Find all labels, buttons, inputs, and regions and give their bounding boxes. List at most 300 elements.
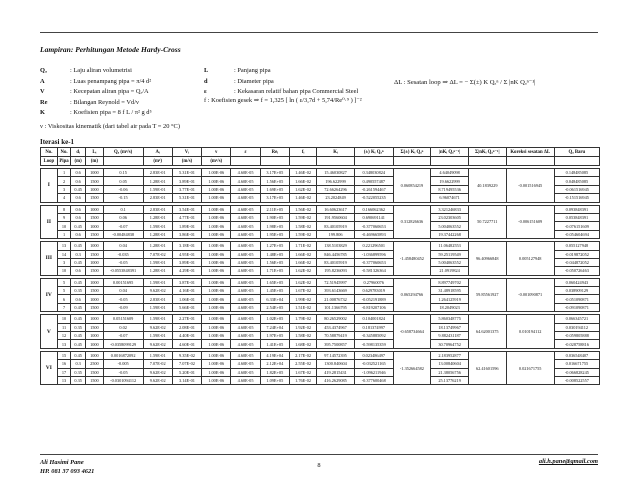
table-cell: 4.60E-05 bbox=[231, 205, 260, 213]
table-cell: 0.038909129 bbox=[554, 287, 599, 295]
table-cell: 3.17E+05 bbox=[260, 169, 289, 177]
table-cell: 4.60E-05 bbox=[231, 267, 260, 275]
sum-kq-cell: 0.060854219 bbox=[393, 169, 431, 203]
table-cell: -0.052191889 bbox=[354, 295, 393, 303]
table-cell: 0.45 bbox=[71, 340, 86, 348]
table-cell: -0.028758816 bbox=[554, 340, 599, 348]
table-cell: 19.37442268 bbox=[431, 230, 469, 238]
column-header: (m) bbox=[85, 157, 103, 166]
table-cell: 1.28E-01 bbox=[143, 267, 172, 275]
table-cell: 1500 bbox=[85, 287, 103, 295]
table-cell: 1.00E-06 bbox=[202, 351, 231, 359]
table-cell: 0.3 bbox=[71, 360, 86, 368]
column-header bbox=[354, 157, 393, 166]
table-cell: 4.95E-01 bbox=[172, 250, 201, 258]
table-cell: 80.26529002 bbox=[317, 315, 355, 323]
table-cell: 1.58E-02 bbox=[290, 222, 317, 230]
table-cell: 19.6622999 bbox=[431, 177, 469, 185]
legend-mid-description: : Panjang pipa bbox=[234, 67, 271, 74]
sum-nkq-cell: 62.41601596 bbox=[468, 351, 506, 385]
table-cell: 11.06482553 bbox=[431, 242, 469, 250]
table-cell: 4.60E-05 bbox=[231, 360, 260, 368]
table-cell: 0.060424943 bbox=[554, 278, 599, 286]
table-cell: 3.77E-01 bbox=[172, 185, 201, 193]
header-row bbox=[41, 148, 600, 157]
table-cell: 1500 bbox=[85, 213, 103, 221]
table-cell: 4.19E+04 bbox=[260, 351, 289, 359]
table-cell: -0.06 bbox=[103, 185, 143, 193]
table-cell: 4.60E-05 bbox=[231, 340, 260, 348]
table-cell: 17 bbox=[57, 368, 71, 376]
table-cell: 4.60E-05 bbox=[231, 258, 260, 266]
table-cell: 16.60623617 bbox=[317, 205, 355, 213]
table-cell: 31.48918595 bbox=[431, 287, 469, 295]
table-cell: 416.2629085 bbox=[317, 376, 355, 384]
table-cell: 0.45 bbox=[71, 242, 86, 250]
table-cell: 1.68E-02 bbox=[290, 340, 317, 348]
author-name: Ali Hasimi Pane bbox=[40, 459, 84, 466]
table-cell: 1.06E-01 bbox=[172, 295, 201, 303]
column-header: Reᵢ bbox=[260, 148, 289, 157]
table-cell: 1.59E-01 bbox=[143, 258, 172, 266]
table-cell: 1.45E+05 bbox=[260, 287, 289, 295]
table-cell: 1.65E+05 bbox=[260, 278, 289, 286]
table-cell: 1.41E+05 bbox=[260, 340, 289, 348]
table-cell: 1.00E-06 bbox=[202, 267, 231, 275]
table-cell: 1500 bbox=[85, 368, 103, 376]
table-cell: 1.67E-02 bbox=[290, 287, 317, 295]
table-cell: 2.83E-01 bbox=[143, 169, 172, 177]
table-cell: 1.02E+05 bbox=[260, 315, 289, 323]
table-cell: 0.05151609 bbox=[103, 315, 143, 323]
table-cell: 1000 bbox=[85, 169, 103, 177]
table-cell: 4.60E-05 bbox=[231, 194, 260, 202]
column-header: Qₐ (m³/s) bbox=[103, 148, 143, 157]
table-cell: 1.00E-06 bbox=[202, 315, 231, 323]
column-header: fᵢ bbox=[290, 148, 317, 157]
legend-mid-description: : Diameter pipa bbox=[234, 77, 274, 85]
legend-left-description: : Laju aliran volumetrisi bbox=[70, 67, 132, 74]
sum-nkq-cell: 40.1839229 bbox=[468, 169, 506, 203]
table-cell: 0.053848391 bbox=[554, 213, 599, 221]
table-cell: 0.221296501 bbox=[354, 242, 393, 250]
legend-left-description: : Luas penampang pipa = π/4 d² bbox=[70, 77, 152, 85]
table-cell: 2.83E-01 bbox=[143, 194, 172, 202]
table-cell: 1000 bbox=[85, 222, 103, 230]
table-cell: -0.091090871 bbox=[554, 303, 599, 311]
table-cell: 1.00E-06 bbox=[202, 278, 231, 286]
correction-cell: 0.010194112 bbox=[506, 315, 554, 349]
table-cell: 1.58E-02 bbox=[290, 332, 317, 340]
loop-label: II bbox=[41, 205, 58, 239]
table-cell: 5.31E-01 bbox=[172, 169, 201, 177]
table-cell: 4.60E-05 bbox=[231, 169, 260, 177]
table-cell: -0.151516945 bbox=[554, 194, 599, 202]
table-cell: 0.04 bbox=[103, 242, 143, 250]
table-cell: -0.05 bbox=[103, 258, 143, 266]
table-cell: 1.59E-01 bbox=[143, 278, 172, 286]
author-phone: HP. 081 37 093 4621 bbox=[40, 468, 95, 475]
table-cell: 1.27E+05 bbox=[260, 242, 289, 250]
table-cell: 1 bbox=[57, 169, 71, 177]
table-cell: 3.86E-01 bbox=[172, 230, 201, 238]
table-cell: 1.69E+05 bbox=[260, 185, 289, 193]
table-cell: -0.054604694 bbox=[554, 230, 599, 238]
correction-cell: 0.005127948 bbox=[506, 242, 554, 276]
legend-left-symbol: A bbox=[40, 77, 45, 85]
table-cell: 5.31E-01 bbox=[172, 194, 201, 202]
table-cell: 0.048485085 bbox=[554, 177, 599, 185]
table-cell: 3 bbox=[57, 258, 71, 266]
column-header: Vᵢ bbox=[172, 148, 201, 157]
table-cell: 4.60E-05 bbox=[231, 287, 260, 295]
table-cell: 4.60E-05 bbox=[231, 242, 260, 250]
sum-nkq-cell: 96.40966848 bbox=[468, 242, 506, 276]
table-cell: -0.008522557 bbox=[554, 376, 599, 384]
table-cell: 1.00E-06 bbox=[202, 177, 231, 185]
legend-left-description: : Koefisien pipa = 8 f L / π² g d⁵ bbox=[70, 109, 152, 116]
table-cell: 0.690691141 bbox=[354, 213, 393, 221]
table-cell: 191.9560604 bbox=[317, 213, 355, 221]
legend-left-symbol: K bbox=[40, 109, 45, 116]
table-cell: 13 bbox=[57, 376, 71, 384]
table-cell: 0.35 bbox=[71, 376, 86, 384]
table-cell: 2.183952877 bbox=[431, 351, 469, 359]
column-header bbox=[506, 157, 554, 166]
table-cell: -0.07 bbox=[103, 222, 143, 230]
legend-left-item bbox=[40, 77, 152, 88]
table-cell: 1.00E-06 bbox=[202, 213, 231, 221]
table-cell: 1.09E+05 bbox=[260, 376, 289, 384]
table-cell: 199.806 bbox=[317, 230, 355, 238]
table-cell: -0.819207106 bbox=[354, 303, 393, 311]
table-cell: 0.6 bbox=[71, 194, 86, 202]
column-header: (m²) bbox=[143, 157, 172, 166]
column-header bbox=[468, 157, 506, 166]
table-cell: 0.00151695 bbox=[103, 278, 143, 286]
table-cell: 1.264125919 bbox=[431, 295, 469, 303]
table-cell: -0.345885092 bbox=[354, 332, 393, 340]
table-cell: 0.6 bbox=[71, 230, 86, 238]
table-cell: 1000 bbox=[85, 185, 103, 193]
column-header: Σ(±) Kᵢ Qₐⁿ bbox=[393, 148, 431, 157]
table-cell: 12 bbox=[57, 332, 71, 340]
table-cell: 7.24E+04 bbox=[260, 323, 289, 331]
table-cell: 1.82E+05 bbox=[260, 368, 289, 376]
table-cell: 1.00E-06 bbox=[202, 360, 231, 368]
table-cell: -0.05 bbox=[103, 295, 143, 303]
table-cell: 4.77E-01 bbox=[172, 213, 201, 221]
table-cell: 4.60E-05 bbox=[231, 213, 260, 221]
table-cell: 2.55E-02 bbox=[290, 360, 317, 368]
table-cell: 1.00E-06 bbox=[202, 222, 231, 230]
legend-middle bbox=[204, 66, 358, 98]
column-header: (m) bbox=[71, 157, 86, 166]
table-cell: 2.12E+04 bbox=[260, 360, 289, 368]
table-cell: 21.00876732 bbox=[317, 295, 355, 303]
column-header: No. bbox=[57, 148, 71, 157]
loop-label: I bbox=[41, 169, 58, 203]
table-cell: 1.62E-02 bbox=[290, 185, 317, 193]
table-cell: 5 bbox=[57, 287, 71, 295]
table-cell: 5.66E-01 bbox=[172, 303, 201, 311]
table-cell: 1500 bbox=[85, 376, 103, 384]
column-header: ν bbox=[202, 148, 231, 157]
sum-kq-cell: -1.458480452 bbox=[393, 242, 431, 276]
table-cell: 15 bbox=[57, 351, 71, 359]
table-cell: 1000 bbox=[85, 258, 103, 266]
table-cell: 1.00E-06 bbox=[202, 295, 231, 303]
legend-viscosity: ν : Viskositas kinematik (dari tabel air pada T = 20 °C) bbox=[40, 123, 180, 130]
sum-kq-cell: 0.312826636 bbox=[393, 205, 431, 239]
page-title: Lampiran: Perhitungan Metode Hardy-Cross bbox=[40, 45, 181, 54]
loop-label: V bbox=[41, 315, 58, 349]
legend-left-description: : Kecepatan aliran pipa = Qₐ/A bbox=[70, 88, 149, 95]
table-cell: 0.06 bbox=[103, 213, 143, 221]
table-cell: 1000 bbox=[85, 315, 103, 323]
table-cell: 1000 bbox=[85, 242, 103, 250]
table-cell: 14 bbox=[57, 250, 71, 258]
table-cell: 4.60E-05 bbox=[231, 315, 260, 323]
table-cell: 4.60E-05 bbox=[231, 295, 260, 303]
table-cell: 0.45 bbox=[71, 278, 86, 286]
table-cell: 0.6 bbox=[71, 267, 86, 275]
legend-left bbox=[40, 66, 152, 119]
column-header: Loop bbox=[41, 157, 58, 166]
column-header: Kᵢ bbox=[317, 148, 355, 157]
table-cell: 5.004063552 bbox=[431, 222, 469, 230]
table-cell: 13 bbox=[57, 340, 71, 348]
table-cell: 9.35E-02 bbox=[172, 351, 201, 359]
table-cell: 1.99E-02 bbox=[290, 295, 317, 303]
table-cell: 0.348030824 bbox=[354, 169, 393, 177]
table-cell: 4.60E-05 bbox=[231, 185, 260, 193]
table-cell: -0.0301094112 bbox=[103, 376, 143, 384]
table-cell: 1500 bbox=[85, 250, 103, 258]
table-cell: 3.321246833 bbox=[431, 205, 469, 213]
table-cell: 1.46E-02 bbox=[290, 169, 317, 177]
table-cell: 1.56E+05 bbox=[260, 177, 289, 185]
legend-mid-description: : Kekasaran relatif bahan pipa Commercial Steel bbox=[234, 88, 359, 95]
column-header: (m/s) bbox=[172, 157, 201, 166]
column-header bbox=[260, 157, 289, 166]
table-cell: 97.14572395 bbox=[317, 351, 355, 359]
table-cell: 453.4374967 bbox=[317, 323, 355, 331]
table-cell: -0.066828245 bbox=[554, 368, 599, 376]
table-cell: 7.07E-02 bbox=[143, 250, 172, 258]
legend-mid-symbol: d bbox=[204, 77, 208, 85]
table-cell: 9.62E-02 bbox=[143, 340, 172, 348]
table-cell: 5.004063552 bbox=[431, 258, 469, 266]
table-cell: 0.166062362 bbox=[354, 205, 393, 213]
table-cell: -0.051090871 bbox=[554, 295, 599, 303]
table-cell: -0.032521165 bbox=[354, 360, 393, 368]
table-cell: 10 bbox=[57, 315, 71, 323]
table-cell: 0.6 bbox=[71, 177, 86, 185]
table-cell: 1.00E-06 bbox=[202, 250, 231, 258]
table-cell: 0.04 bbox=[103, 287, 143, 295]
column-header bbox=[103, 157, 143, 166]
table-cell: 1.66E-02 bbox=[290, 250, 317, 258]
table-cell: 1000 bbox=[85, 278, 103, 286]
table-cell: 138.5103829 bbox=[317, 242, 355, 250]
table-cell: 1.00E-06 bbox=[202, 376, 231, 384]
table-cell: 2.17E-02 bbox=[290, 351, 317, 359]
table-cell: 10 bbox=[57, 222, 71, 230]
legend-mid-symbol: L bbox=[204, 67, 209, 74]
table-cell: 5.860348775 bbox=[431, 315, 469, 323]
table-cell: 6.96074671 bbox=[431, 194, 469, 202]
table-cell: 0.6 bbox=[71, 169, 86, 177]
table-cell: 0.148485085 bbox=[554, 169, 599, 177]
table-cell: 4.40E-01 bbox=[172, 332, 201, 340]
table-row bbox=[41, 205, 600, 213]
sum-nkq-cell: 50.7227711 bbox=[468, 205, 506, 239]
table-cell: 4.60E-05 bbox=[231, 368, 260, 376]
table-cell: 5 bbox=[57, 278, 71, 286]
table-cell: 6 bbox=[57, 295, 71, 303]
table-cell: 1000 bbox=[85, 205, 103, 213]
table-cell: 4.29E-01 bbox=[172, 267, 201, 275]
table-cell: 18.2049023 bbox=[431, 303, 469, 311]
legend-loop-correction: ΔL : Sesatan loop ⇒ ΔL = − Σ(±) K Qₐⁿ / Σ |nK Qₐⁿ⁻¹| bbox=[394, 79, 536, 86]
sum-nkq-cell: 59.85561927 bbox=[468, 278, 506, 312]
table-cell: 4.60E-01 bbox=[172, 340, 201, 348]
table-cell: 2.83E-01 bbox=[143, 295, 172, 303]
table-cell: 1.66E-02 bbox=[290, 258, 317, 266]
table-cell: 0.35 bbox=[71, 323, 86, 331]
table-cell: 1.98E+05 bbox=[260, 222, 289, 230]
table-cell: 1.00E-06 bbox=[202, 185, 231, 193]
column-header bbox=[290, 157, 317, 166]
author-email[interactable]: ali.h.pane@gmail.com bbox=[538, 458, 598, 465]
table-cell: 23.2024849 bbox=[317, 194, 355, 202]
header-rule bbox=[40, 32, 598, 33]
table-cell: -0.261594467 bbox=[354, 185, 393, 193]
table-cell: 0.6 bbox=[71, 213, 86, 221]
table-cell: 1.00E-06 bbox=[202, 340, 231, 348]
column-header: |nKᵢ Qₐⁿ⁻¹| bbox=[431, 148, 469, 157]
table-cell: 4.60E-05 bbox=[231, 250, 260, 258]
table-cell: 0.066345721 bbox=[554, 315, 599, 323]
table-cell: 1.95E+05 bbox=[260, 230, 289, 238]
column-header bbox=[554, 157, 599, 166]
correction-cell: -0.001090871 bbox=[506, 278, 554, 312]
table-cell: 9.62E-02 bbox=[143, 287, 172, 295]
column-header: Qₐ Baru bbox=[554, 148, 599, 157]
table-cell: 7.07E-02 bbox=[172, 360, 201, 368]
table-cell: 9.62E-02 bbox=[143, 323, 172, 331]
column-header: dᵢ bbox=[71, 148, 86, 157]
table-cell: 1.28E-01 bbox=[143, 213, 172, 221]
table-cell: 0.0016872092 bbox=[103, 351, 143, 359]
table-cell: 13 bbox=[57, 242, 71, 250]
table-cell: 3.14E-01 bbox=[172, 376, 201, 384]
legend-left-description: : Bilangan Reynold = Vd/ν bbox=[70, 98, 139, 106]
table-cell: 4.60E-05 bbox=[231, 376, 260, 384]
table-cell: 1500 bbox=[85, 303, 103, 311]
table-cell: 1 bbox=[57, 230, 71, 238]
table-cell: 0.104001824 bbox=[354, 315, 393, 323]
table-cell: -0.061516945 bbox=[554, 185, 599, 193]
table-cell: 3.18E-01 bbox=[172, 242, 201, 250]
table-cell: -0.07 bbox=[103, 332, 143, 340]
table-cell: 1000 bbox=[85, 351, 103, 359]
table-cell: 9.882431187 bbox=[431, 332, 469, 340]
legend-left-symbol: Qₐ bbox=[40, 67, 47, 74]
table-cell: 0.055127948 bbox=[554, 242, 599, 250]
table-cell: 1.79E-02 bbox=[290, 315, 317, 323]
table-cell: 419.2815431 bbox=[317, 368, 355, 376]
table-cell: -0.00484838 bbox=[103, 230, 143, 238]
column-header bbox=[431, 157, 469, 166]
table-cell: 1300.840604 bbox=[317, 360, 355, 368]
table-cell: 9.62E-02 bbox=[143, 376, 172, 384]
table-cell: 0.15 bbox=[103, 169, 143, 177]
table-cell: 4.60E-05 bbox=[231, 278, 260, 286]
loop-label: IV bbox=[41, 278, 58, 312]
table-row bbox=[41, 278, 600, 286]
sum-nkq-cell: 64.62001375 bbox=[468, 315, 506, 349]
table-cell: 1.59E-01 bbox=[143, 222, 172, 230]
loop-label: VI bbox=[41, 351, 58, 385]
table-cell: 1500 bbox=[85, 177, 103, 185]
table-cell: 10 bbox=[57, 267, 71, 275]
page-number: 8 bbox=[317, 462, 321, 469]
table-cell: 2.08E-01 bbox=[172, 323, 201, 331]
table-cell: 1.66E-02 bbox=[290, 177, 317, 185]
table-cell: 0.6 bbox=[71, 205, 86, 213]
table-cell: 4.60E-05 bbox=[231, 323, 260, 331]
table-cell: -0.076151609 bbox=[554, 222, 599, 230]
table-cell: 0.45 bbox=[71, 222, 86, 230]
table-cell: 1500 bbox=[85, 230, 103, 238]
table-row bbox=[41, 242, 600, 250]
table-cell: 1.67E-02 bbox=[290, 368, 317, 376]
table-cell: 1.59E-01 bbox=[143, 303, 172, 311]
column-header: Σ|nKᵢ Qₐⁿ⁻¹| bbox=[468, 148, 506, 157]
table-cell: 1.62E-02 bbox=[290, 267, 317, 275]
table-cell: 8.719495536 bbox=[431, 185, 469, 193]
table-cell: 25.13776219 bbox=[431, 376, 469, 384]
correction-cell: -0.006151609 bbox=[506, 205, 554, 239]
table-cell: 395.7500857 bbox=[317, 340, 355, 348]
table-cell: 15.46030827 bbox=[317, 169, 355, 177]
column-header: Lᵢ bbox=[85, 148, 103, 157]
table-cell: 2.11E+05 bbox=[260, 205, 289, 213]
table-row bbox=[41, 315, 600, 323]
table-cell: 83.40105919 bbox=[317, 258, 355, 266]
table-cell: 1000 bbox=[85, 295, 103, 303]
table-cell: 59.25119549 bbox=[431, 250, 469, 258]
table-cell: 0.093848391 bbox=[554, 205, 599, 213]
table-cell: 21.0919824 bbox=[431, 267, 469, 275]
correction-cell: -0.001516945 bbox=[506, 169, 554, 203]
table-cell: 4.60E-05 bbox=[231, 222, 260, 230]
table-cell: 0.35 bbox=[71, 287, 86, 295]
header-row bbox=[41, 157, 600, 166]
table-cell: 0.45 bbox=[71, 351, 86, 359]
column-header: (m²/s) bbox=[202, 157, 231, 166]
table-cell: 0.016671755 bbox=[554, 360, 599, 368]
table-cell: 1.59E-01 bbox=[143, 351, 172, 359]
table-cell: 0.1 bbox=[103, 205, 143, 213]
table-cell: 1.51E-02 bbox=[290, 303, 317, 311]
table-row bbox=[41, 169, 600, 177]
table-cell: 0.036548407 bbox=[554, 351, 599, 359]
table-cell: 1.97E+05 bbox=[260, 332, 289, 340]
iteration-label: Iterasi ke-1 bbox=[40, 138, 75, 146]
